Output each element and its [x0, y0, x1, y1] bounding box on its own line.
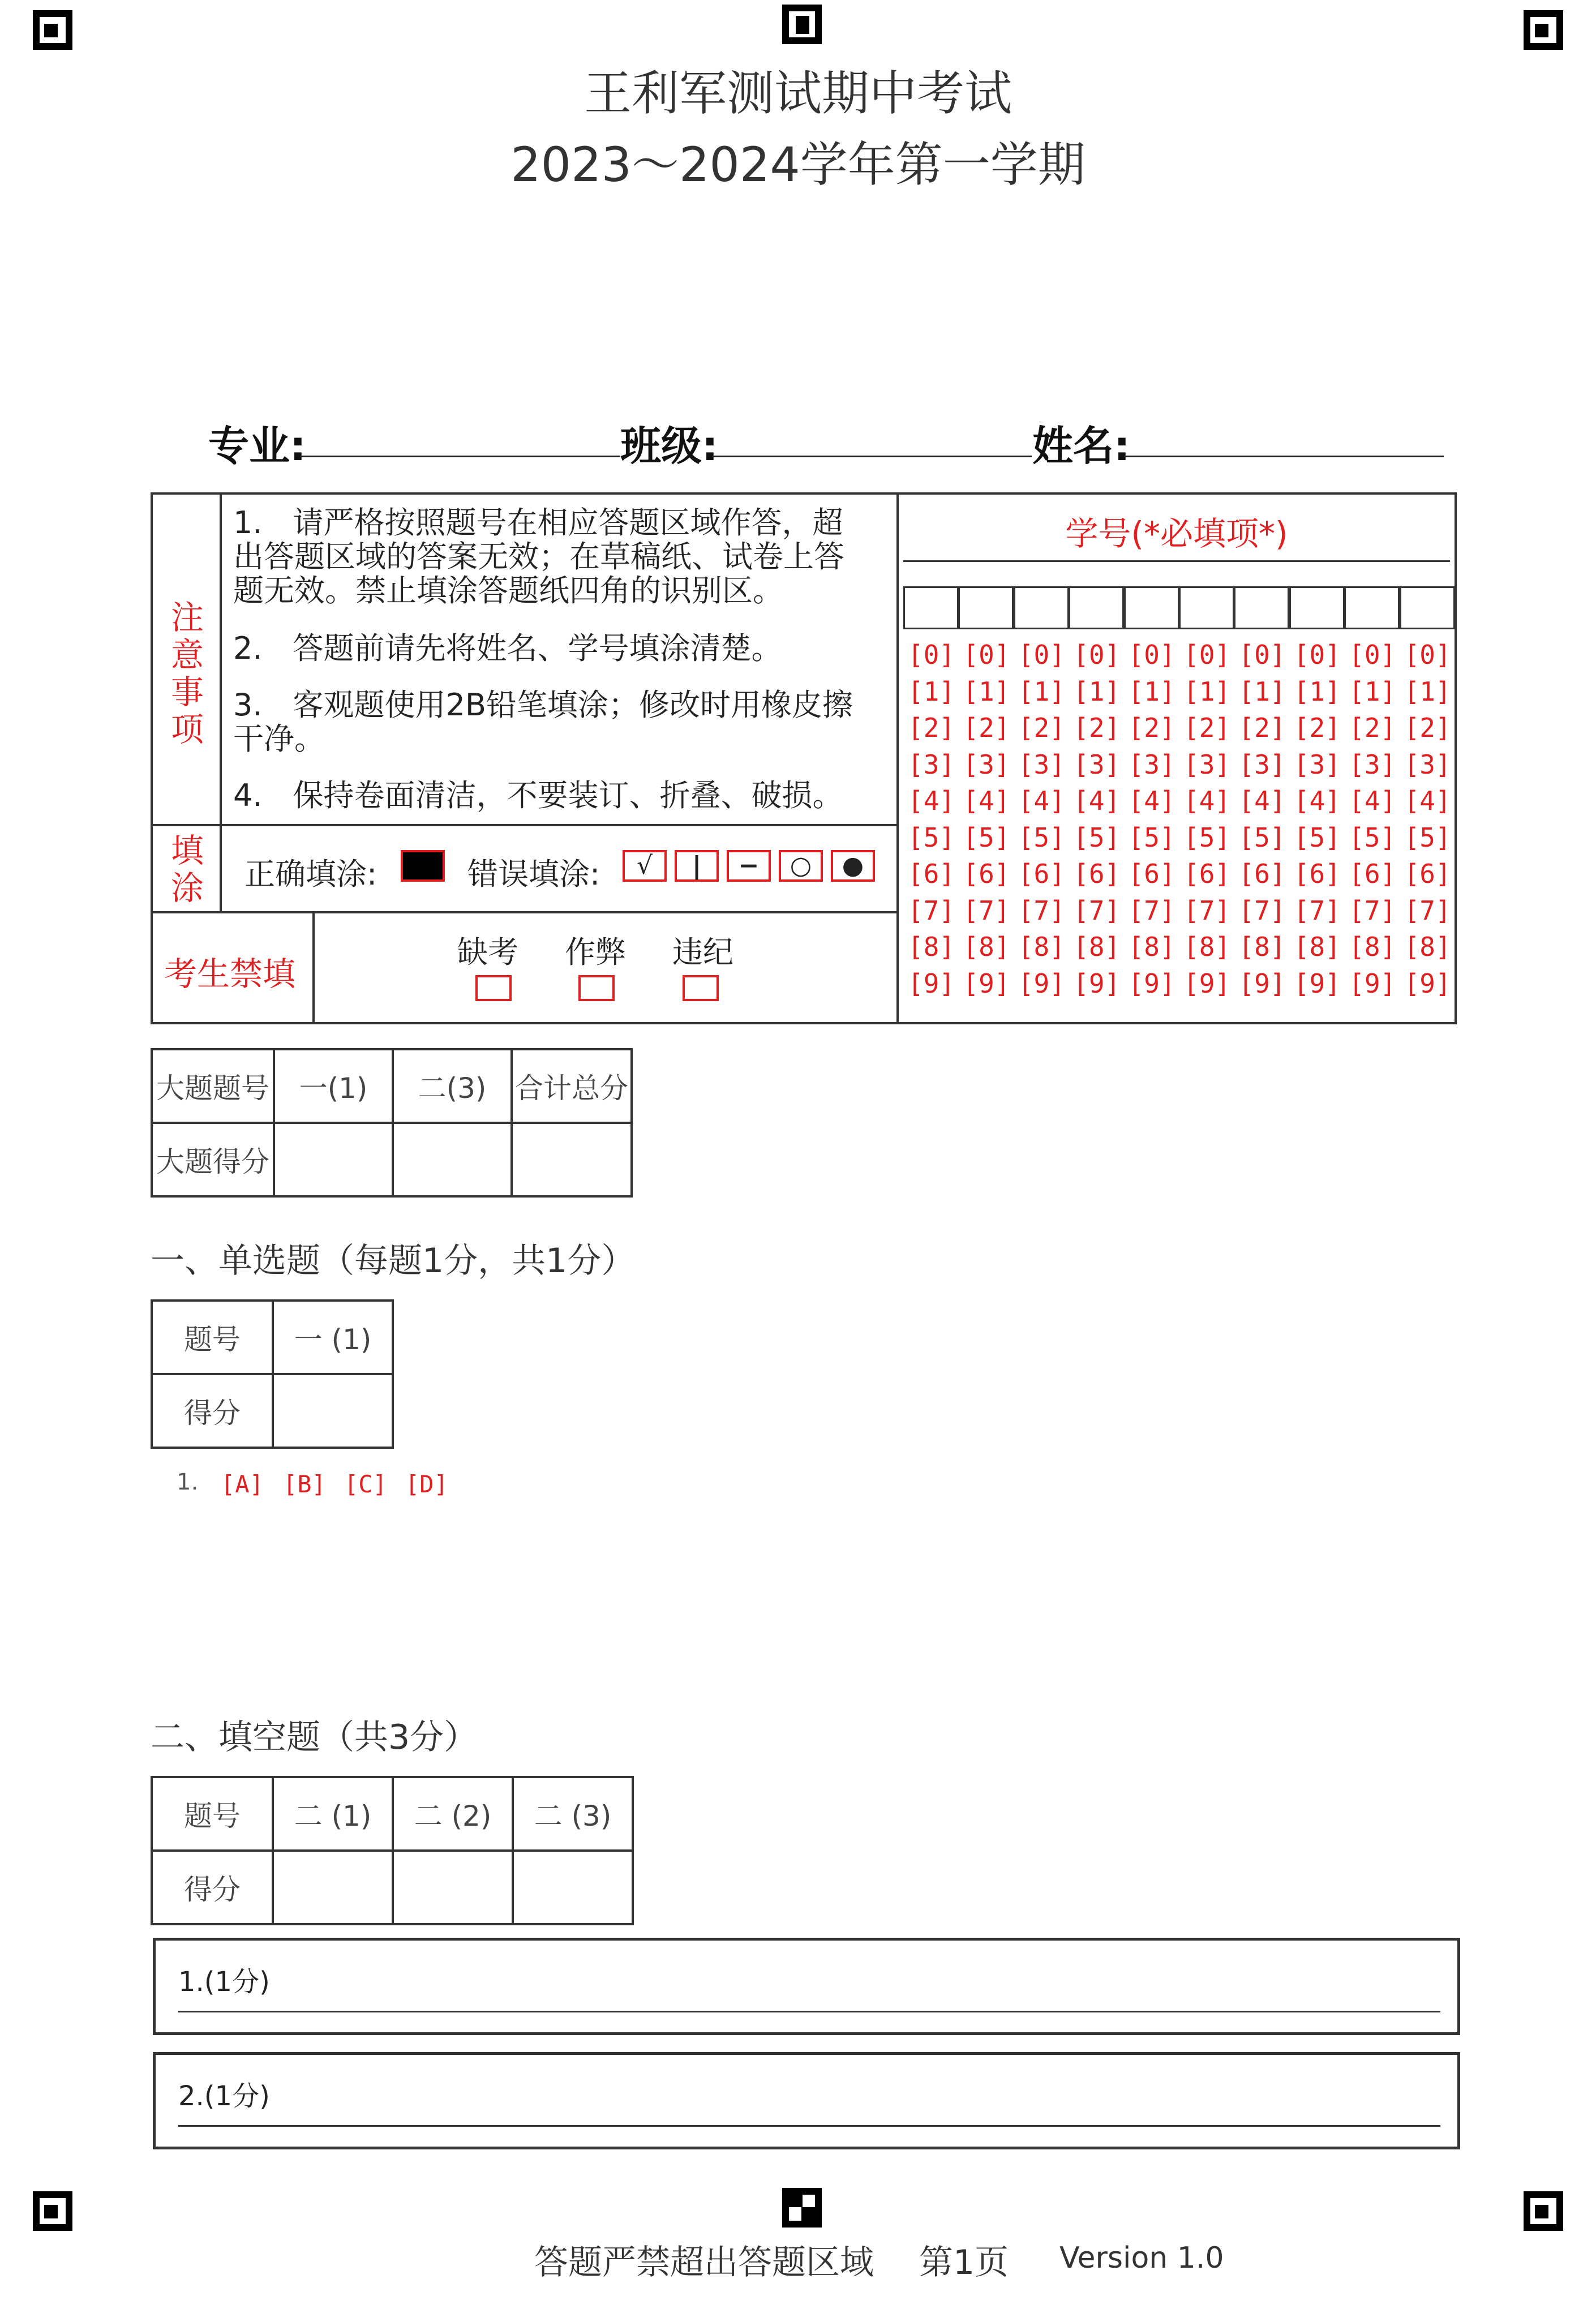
student-id-digit-bubble[interactable]: [7]	[1018, 895, 1065, 926]
student-id-digit-bubble[interactable]: [4]	[1183, 786, 1231, 816]
section2-score-cell[interactable]	[512, 1849, 634, 1925]
student-id-digit-bubble[interactable]: [6]	[1293, 859, 1341, 889]
student-id-digit-bubble[interactable]: [0]	[963, 640, 1010, 670]
section2-header: 二 (2)	[392, 1776, 514, 1852]
wrong-fill-sample: −	[727, 850, 771, 882]
student-id-digit-bubble[interactable]: [6]	[1238, 859, 1286, 889]
summary-header: 合计总分	[510, 1048, 633, 1124]
answer-box-2[interactable]	[153, 2052, 1460, 2149]
answer-line	[178, 2125, 1440, 2127]
student-id-digit-bubble[interactable]: [2]	[1238, 713, 1286, 743]
student-id-digit-bubble[interactable]: [9]	[1293, 968, 1341, 999]
student-id-digit-bubble[interactable]: [1]	[1128, 676, 1175, 707]
answer-line	[178, 2011, 1440, 2012]
student-id-digit-bubble[interactable]: [8]	[1128, 932, 1175, 962]
student-id-digit-bubble[interactable]: [7]	[908, 895, 955, 926]
name-label: 姓名:	[1032, 422, 1130, 470]
student-id-digit-bubble[interactable]: [8]	[1073, 932, 1121, 962]
student-id-digit-bubble[interactable]: [1]	[908, 676, 955, 707]
summary-score-cell[interactable]	[273, 1122, 394, 1198]
corner-mark-bottom-center	[782, 2188, 822, 2228]
student-id-digit-bubble[interactable]: [8]	[1293, 932, 1341, 962]
student-id-digit-bubble[interactable]: [9]	[1349, 968, 1396, 999]
footer-page: 第1页	[919, 2243, 1009, 2282]
student-id-digit-bubble[interactable]: [9]	[1238, 968, 1286, 999]
student-id-digit-bubble[interactable]: [5]	[1018, 822, 1065, 853]
student-id-digit-bubble[interactable]: [6]	[1183, 859, 1231, 889]
absent-label: 缺考	[457, 934, 518, 970]
student-id-digit-bubble[interactable]: [3]	[1183, 749, 1231, 780]
corner-mark-bottom-right	[1524, 2191, 1563, 2231]
student-id-digit-bubble[interactable]: [3]	[1293, 749, 1341, 780]
answer-box-1[interactable]	[153, 1938, 1460, 2035]
student-id-digit-bubble[interactable]: [8]	[1238, 932, 1286, 962]
student-id-digit-bubble[interactable]: [0]	[908, 640, 955, 670]
class-field[interactable]	[712, 456, 1032, 457]
student-id-digit-bubble[interactable]: [0]	[1293, 640, 1341, 670]
student-id-digit-bubble[interactable]: [6]	[963, 859, 1010, 889]
student-id-box[interactable]	[1014, 586, 1069, 629]
student-id-box[interactable]	[958, 586, 1014, 629]
notice-item: 4. 保持卷面清洁，不要装订、折叠、破损。	[233, 778, 843, 813]
notice-item: 3. 客观题使用2B铅笔填涂；修改时用橡皮擦干净。	[233, 687, 853, 757]
student-id-digit-bubble[interactable]: [7]	[1293, 895, 1341, 926]
section2-header: 二 (3)	[512, 1776, 634, 1852]
student-id-box[interactable]	[1289, 586, 1345, 629]
summary-score-cell[interactable]	[392, 1122, 513, 1198]
question-number: 1.	[177, 1469, 199, 1495]
student-id-digit-bubble[interactable]: [5]	[963, 822, 1010, 853]
student-id-digit-bubble[interactable]: [9]	[1018, 968, 1065, 999]
wrong-fill-label: 错误填涂:	[467, 856, 600, 892]
cheating-checkbox[interactable]	[578, 975, 615, 1001]
notice-item: 2. 答题前请先将姓名、学号填涂清楚。	[233, 630, 782, 666]
wrong-fill-sample: ●	[831, 850, 875, 882]
student-id-label: 学号(*必填项*)	[1065, 514, 1288, 553]
student-id-digit-bubble[interactable]: [4]	[1128, 786, 1175, 816]
student-id-digit-bubble[interactable]: [4]	[1238, 786, 1286, 816]
student-id-digit-bubble[interactable]: [3]	[1349, 749, 1396, 780]
option-b[interactable]: [B]	[283, 1470, 326, 1498]
notice-section-label: 注意事项	[170, 598, 204, 749]
student-id-digit-bubble[interactable]: [2]	[963, 713, 1010, 743]
section2-score-label: 得分	[151, 1849, 274, 1925]
student-id-digit-bubble[interactable]: [4]	[1293, 786, 1341, 816]
student-id-digit-bubble[interactable]: [3]	[1073, 749, 1121, 780]
student-id-digit-bubble[interactable]: [5]	[1404, 822, 1451, 853]
student-id-digit-bubble[interactable]: [6]	[1128, 859, 1175, 889]
student-id-digit-bubble[interactable]: [3]	[1238, 749, 1286, 780]
student-id-digit-bubble[interactable]: [0]	[1349, 640, 1396, 670]
divider	[220, 492, 222, 912]
corner-mark-top-right	[1524, 10, 1563, 50]
student-id-digit-bubble[interactable]: [2]	[1349, 713, 1396, 743]
student-id-digit-bubble[interactable]: [0]	[1128, 640, 1175, 670]
student-id-digit-bubble[interactable]: [4]	[908, 786, 955, 816]
student-id-digit-bubble[interactable]: [8]	[1349, 932, 1396, 962]
student-id-digit-bubble[interactable]: [4]	[963, 786, 1010, 816]
class-label: 班级:	[620, 422, 718, 470]
footer-version: Version 1.0	[1059, 2241, 1224, 2275]
divider	[903, 560, 1450, 562]
student-id-digit-bubble[interactable]: [0]	[1018, 640, 1065, 670]
major-field[interactable]	[300, 456, 620, 457]
student-id-digit-bubble[interactable]: [2]	[1293, 713, 1341, 743]
student-id-digit-bubble[interactable]: [8]	[1404, 932, 1451, 962]
student-id-digit-bubble[interactable]: [0]	[1183, 640, 1231, 670]
student-id-digit-bubble[interactable]: [3]	[1404, 749, 1451, 780]
student-id-digit-bubble[interactable]: [9]	[1128, 968, 1175, 999]
cheating-label: 作弊	[565, 934, 626, 970]
student-id-digit-bubble[interactable]: [4]	[1018, 786, 1065, 816]
student-id-digit-bubble[interactable]: [0]	[1404, 640, 1451, 670]
section2-header: 题号	[151, 1776, 274, 1852]
notice-item: 1. 请严格按照题号在相应答题区域作答，超出答题区域的答案无效；在草稿纸、试卷上答题无效。禁止填涂答题纸四角的识别区。	[233, 505, 844, 608]
student-id-digit-bubble[interactable]: [8]	[963, 932, 1010, 962]
student-id-digit-bubble[interactable]: [2]	[1183, 713, 1231, 743]
student-id-digit-bubble[interactable]: [5]	[1128, 822, 1175, 853]
option-d[interactable]: [D]	[405, 1470, 448, 1498]
student-id-digit-bubble[interactable]: [1]	[1183, 676, 1231, 707]
student-id-digit-bubble[interactable]: [9]	[963, 968, 1010, 999]
student-id-digit-bubble[interactable]: [9]	[1183, 968, 1231, 999]
option-a[interactable]: [A]	[221, 1470, 264, 1498]
student-id-digit-bubble[interactable]: [1]	[963, 676, 1010, 707]
student-id-box[interactable]	[1400, 586, 1455, 629]
student-id-box[interactable]	[1179, 586, 1234, 629]
section1-score-cell[interactable]	[272, 1373, 394, 1449]
correct-fill-sample	[401, 850, 445, 882]
section2-header: 二 (1)	[272, 1776, 394, 1852]
student-id-digit-bubble[interactable]: [5]	[1238, 822, 1286, 853]
student-id-digit-bubble[interactable]: [5]	[1349, 822, 1396, 853]
footer-notice: 答题严禁超出答题区域	[534, 2243, 874, 2282]
summary-score-label: 大题得分	[151, 1122, 275, 1198]
student-id-digit-bubble[interactable]: [4]	[1073, 786, 1121, 816]
student-id-digit-bubble[interactable]: [1]	[1073, 676, 1121, 707]
student-id-digit-bubble[interactable]: [8]	[1018, 932, 1065, 962]
student-id-digit-bubble[interactable]: [6]	[1073, 859, 1121, 889]
divider	[896, 492, 899, 1024]
summary-header: 大题题号	[151, 1048, 275, 1124]
student-id-digit-bubble[interactable]: [0]	[1073, 640, 1121, 670]
student-id-box[interactable]	[1234, 586, 1289, 629]
wrong-fill-sample: ○	[779, 850, 823, 882]
answer-label: 2.(1分)	[178, 2080, 270, 2112]
divider	[151, 911, 898, 913]
student-id-digit-bubble[interactable]: [1]	[1404, 676, 1451, 707]
student-id-digit-bubble[interactable]: [7]	[1183, 895, 1231, 926]
student-id-digit-bubble[interactable]: [7]	[963, 895, 1010, 926]
section2-score-cell[interactable]	[392, 1849, 514, 1925]
exam-title: 王利军测试期中考试	[584, 66, 1012, 121]
student-id-digit-bubble[interactable]: [9]	[1404, 968, 1451, 999]
student-id-digit-bubble[interactable]: [8]	[1183, 932, 1231, 962]
student-id-digit-bubble[interactable]: [2]	[1018, 713, 1065, 743]
student-id-digit-bubble[interactable]: [5]	[908, 822, 955, 853]
student-id-digit-bubble[interactable]: [5]	[1293, 822, 1341, 853]
divider	[151, 824, 898, 826]
student-id-digit-bubble[interactable]: [6]	[908, 859, 955, 889]
violation-label: 违纪	[672, 934, 733, 970]
student-id-digit-bubble[interactable]: [7]	[1073, 895, 1121, 926]
section1-score-label: 得分	[151, 1373, 274, 1449]
summary-score-cell[interactable]	[510, 1122, 633, 1198]
section1-header: 一 (1)	[272, 1299, 394, 1375]
student-id-digit-bubble[interactable]: [2]	[1404, 713, 1451, 743]
student-id-digit-bubble[interactable]: [1]	[1018, 676, 1065, 707]
corner-mark-top-center	[782, 5, 822, 44]
wrong-fill-sample: √	[623, 850, 667, 882]
student-id-digit-bubble[interactable]: [3]	[1128, 749, 1175, 780]
section2-title: 二、填空题（共3分）	[151, 1718, 478, 1757]
student-id-box[interactable]	[1069, 586, 1124, 629]
student-id-digit-bubble[interactable]: [5]	[1183, 822, 1231, 853]
student-id-digit-bubble[interactable]: [1]	[1349, 676, 1396, 707]
answer-label: 1.(1分)	[178, 1966, 270, 1998]
student-id-box[interactable]	[903, 586, 959, 629]
student-id-box[interactable]	[1124, 586, 1179, 629]
corner-mark-bottom-left	[33, 2191, 72, 2231]
section1-title: 一、单选题（每题1分，共1分）	[151, 1241, 636, 1281]
student-id-digit-bubble[interactable]: [7]	[1349, 895, 1396, 926]
student-id-digit-bubble[interactable]: [2]	[1073, 713, 1121, 743]
summary-header: 二(3)	[392, 1048, 513, 1124]
option-c[interactable]: [C]	[344, 1470, 387, 1498]
student-id-digit-bubble[interactable]: [2]	[1128, 713, 1175, 743]
student-id-digit-bubble[interactable]: [6]	[1404, 859, 1451, 889]
fill-section-label: 填涂	[170, 831, 204, 907]
student-id-digit-bubble[interactable]: [9]	[1073, 968, 1121, 999]
student-id-digit-bubble[interactable]: [0]	[1238, 640, 1286, 670]
student-id-digit-bubble[interactable]: [7]	[1238, 895, 1286, 926]
section2-score-cell[interactable]	[272, 1849, 394, 1925]
corner-mark-top-left	[33, 10, 72, 50]
student-id-digit-bubble[interactable]: [7]	[1128, 895, 1175, 926]
exam-subtitle: 2023～2024学年第一学期	[510, 137, 1086, 192]
student-id-box[interactable]	[1344, 586, 1400, 629]
student-id-digit-bubble[interactable]: [2]	[908, 713, 955, 743]
forbidden-section-label: 考生禁填	[164, 955, 296, 993]
student-id-digit-bubble[interactable]: [4]	[1349, 786, 1396, 816]
wrong-fill-sample: |	[675, 850, 719, 882]
name-field[interactable]	[1124, 456, 1444, 457]
student-id-digit-bubble[interactable]: [7]	[1404, 895, 1451, 926]
student-id-digit-bubble[interactable]: [9]	[908, 968, 955, 999]
student-id-digit-bubble[interactable]: [8]	[908, 932, 955, 962]
correct-fill-label: 正确填涂:	[244, 856, 377, 892]
student-id-digit-bubble[interactable]: [4]	[1404, 786, 1451, 816]
student-id-digit-bubble[interactable]: [3]	[1018, 749, 1065, 780]
student-id-digit-bubble[interactable]: [5]	[1073, 822, 1121, 853]
student-id-digit-bubble[interactable]: [6]	[1018, 859, 1065, 889]
student-id-digit-bubble[interactable]: [3]	[963, 749, 1010, 780]
major-label: 专业:	[208, 422, 306, 470]
student-id-digit-bubble[interactable]: [6]	[1349, 859, 1396, 889]
violation-checkbox[interactable]	[683, 975, 719, 1001]
divider	[312, 911, 315, 1024]
student-id-digit-bubble[interactable]: [1]	[1238, 676, 1286, 707]
summary-header: 一(1)	[273, 1048, 394, 1124]
section1-header: 题号	[151, 1299, 274, 1375]
absent-checkbox[interactable]	[475, 975, 512, 1001]
student-id-digit-bubble[interactable]: [1]	[1293, 676, 1341, 707]
student-id-digit-bubble[interactable]: [3]	[908, 749, 955, 780]
